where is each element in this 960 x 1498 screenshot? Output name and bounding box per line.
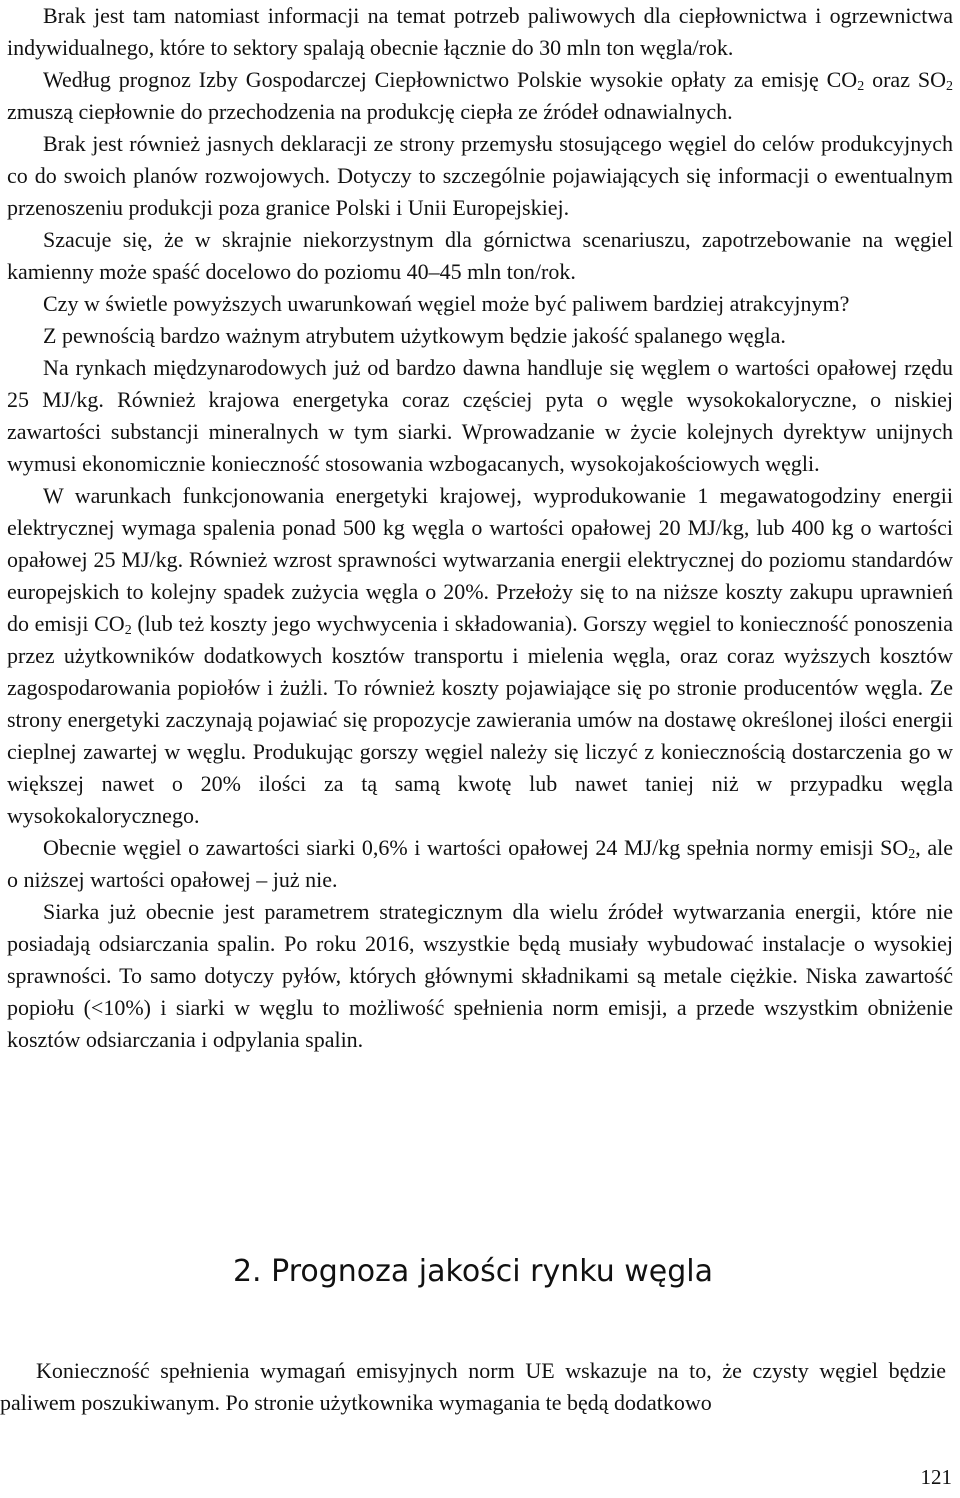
text-run: zmuszą ciepłownie do przechodzenia na produkcję ciepła ze źródeł odnawialnych.: [7, 99, 733, 124]
document-page: [7, 0, 953, 1056]
subscript: 2: [908, 847, 916, 862]
paragraph-industry-declarations: Brak jest również jasnych deklaracji ze strony przemysłu stosującego węgiel do celów produkcyjnych co do swoich planów rozwojowych. Dotyczy to szczególnie pojawiających się informacji o ewentualnym przenoszeniu produkcji poza granice Polski i Unii Europejskiej.: [7, 131, 953, 220]
text-run: W warunkach funkcjonowania energetyki krajowej, wyprodukowanie 1 megawatogodziny energii elektrycznej wymaga spalenia ponad 500 kg węgla o wartości opałowej 20 MJ/kg, lub 400 kg o wartości opałowej 25 MJ/kg. Również wzrost sprawności wytwarzania energii elektrycznej do poziomu standardów europejskich to kolejny spadek zużycia węgla o 20%. Przełoży się to na niższe koszty zakupu uprawnień do emisji CO: [7, 483, 953, 636]
paragraph-energy-conditions: [7, 480, 953, 832]
text-run: , ale o niższej wartości opałowej – już nie.: [7, 835, 953, 892]
paragraph-sulfur-strategic: Siarka już obecnie jest parametrem strategicznym dla wielu źródeł wytwarzania energii, które nie posiadają odsiarczania spalin. Po roku 2016, wszystkie będą musiały wybudować instalacje o wysokiej sprawności. To samo dotyczy pyłów, których głównymi składnikami są metale ciężkie. Niska zawartość popiołu (<10%) i siarki w węglu to możliwość spełnienia norm emisji, a przede wszystkim obniżenie kosztów odsiarczania i odpylania spalin.: [7, 899, 953, 1052]
text-run: (lub też koszty jego wychwycenia i składowania). Gorszy węgiel to konieczność ponoszenia przez użytkowników dodatkowych kosztów transportu i mielenia węgla, oraz coraz wyższych kosztów zagospodarowania popiołów i żużli. To również koszty pojawiające się po stronie producentów węgla. Ze strony energetyki zaczynają pojawiać się propozycje zawierania umów na dostawę określonej ilości energii cieplnej zawartej w węglu. Produkując gorszy węgiel należy się liczyć z koniecznością dostarczenia go w większej nawet o 20% ilości za tą samą kwotę lub nawet taniej niż w przypadku węgla wysokokalorycznego.: [7, 611, 953, 828]
text-run: Obecnie węgiel o zawartości siarki 0,6% i wartości opałowej 24 MJ/kg spełnia normy emisji SO: [43, 835, 909, 860]
paragraph-sulfur-content: [7, 832, 953, 896]
subscript: 2: [124, 623, 132, 638]
subscript: 2: [857, 79, 865, 94]
subscript: 2: [946, 79, 953, 94]
paragraph-question: Czy w świetle powyższych uwarunkowań węgiel może być paliwem bardziej atrakcyjnym?: [43, 291, 850, 316]
paragraph-chamber-forecast: [7, 64, 953, 128]
paragraph-heating-fuel-needs: Brak jest tam natomiast informacji na temat potrzeb paliwowych dla ciepłownictwa i ogrzewnictwa indywidualnego, które to sektory spalają obecnie łącznie do 30 mln ton węgla/rok.: [7, 3, 953, 60]
section-body: [0, 1355, 946, 1419]
paragraph-demand-estimate: Szacuje się, że w skrajnie niekorzystnym dla górnictwa scenariuszu, zapotrzebowanie na węgiel kamienny może spaść docelowo do poziomu 40–45 mln ton/rok.: [7, 227, 953, 284]
paragraph-eu-norms: Konieczność spełnienia wymagań emisyjnych norm UE wskazuje na to, że czysty węgiel będzie paliwem poszukiwanym. Po stronie użytkownika wymagania te będą dodatkowo: [0, 1358, 946, 1415]
paragraph-international-markets: Na rynkach międzynarodowych już od bardzo dawna handluje się węglem o wartości opałowej rzędu 25 MJ/kg. Również krajowa energetyka coraz częściej pyta o węgle wysokokaloryczne, o niskiej zawartości substancji mineralnych w tym siarki. Wprowadzanie w życie kolejnych dyrektyw unijnych wymusi ekonomicznie konieczność stosowania wzbogacanych, wysokojakościowych węgli.: [7, 355, 953, 476]
section-title: 2. Prognoza jakości rynku węgla: [232, 1254, 714, 1289]
text-run: oraz SO: [864, 67, 946, 92]
text-run: Według prognoz Izby Gospodarczej Ciepłownictwo Polskie wysokie opłaty za emisję CO: [43, 67, 858, 92]
page-number: 121: [920, 1465, 952, 1489]
paragraph-quality-attribute: Z pewnością bardzo ważnym atrybutem użytkowym będzie jakość spalanego węgla.: [43, 323, 786, 348]
